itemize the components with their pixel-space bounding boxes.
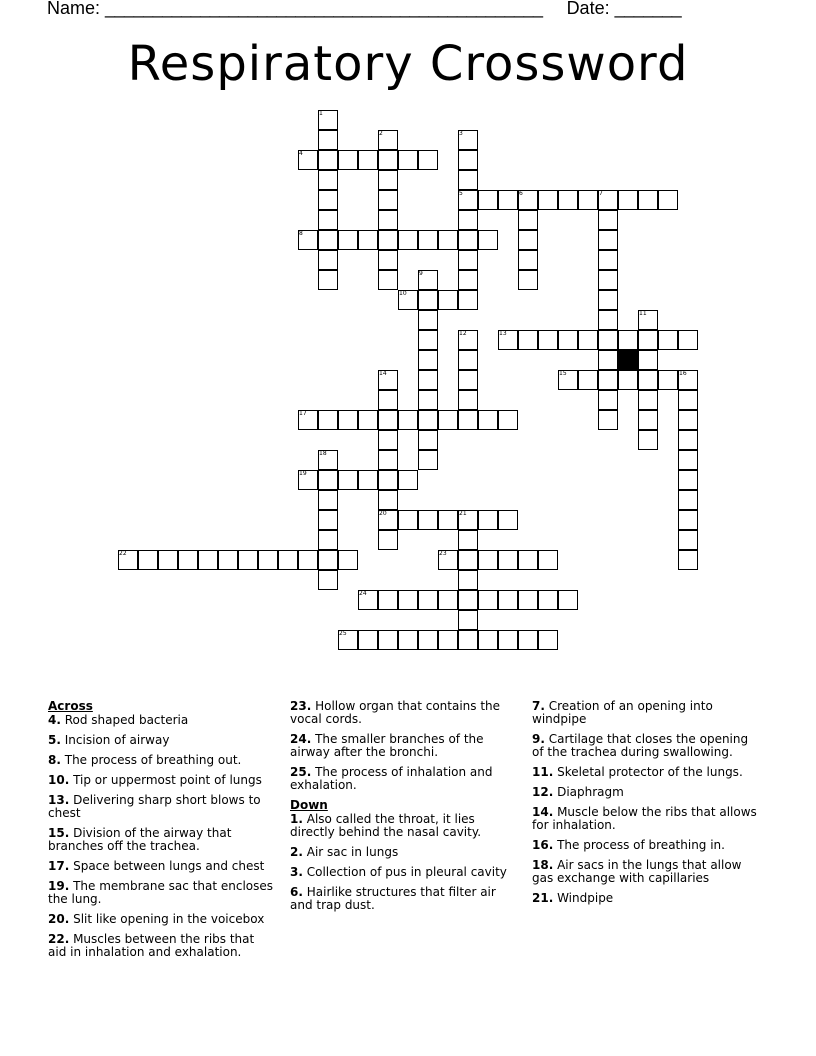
clue-item: [290, 700, 518, 726]
clue-text: Also called the throat, it lies directly behind the nasal cavity.: [290, 812, 482, 839]
crossword-cell[interactable]: [498, 550, 518, 570]
clue-text: Cartilage that closes the opening of the trachea during swallowing.: [532, 732, 749, 759]
crossword-cell[interactable]: [398, 230, 418, 250]
crossword-cell[interactable]: [658, 370, 678, 390]
crossword-cell[interactable]: [318, 510, 338, 530]
clue-text: Diaphragm: [553, 785, 624, 799]
crossword-cell[interactable]: [378, 630, 398, 650]
crossword-cell[interactable]: [398, 510, 418, 530]
crossword-cell[interactable]: [598, 310, 618, 330]
clue-number: 5: [459, 190, 463, 197]
crossword-cell[interactable]: [318, 230, 338, 250]
name-label: Name:: [47, 0, 101, 18]
clue-number: 6: [519, 190, 523, 197]
crossword-cell[interactable]: [318, 270, 338, 290]
crossword-cell[interactable]: [598, 270, 618, 290]
crossword-cell[interactable]: [518, 250, 538, 270]
crossword-cell[interactable]: [598, 330, 618, 350]
clue-number: 2: [379, 130, 383, 137]
clue-number-label: 16.: [532, 838, 554, 852]
clue-item: [48, 734, 276, 747]
crossword-cell[interactable]: [598, 370, 618, 390]
crossword-cell[interactable]: [318, 210, 338, 230]
clue-number-label: 24.: [290, 732, 312, 746]
clue-number-label: 5.: [48, 733, 61, 747]
clue-item: [48, 754, 276, 767]
crossword-cell[interactable]: [478, 630, 498, 650]
crossword-cell[interactable]: [678, 510, 698, 530]
crossword-cell[interactable]: [318, 490, 338, 510]
crossword-cell[interactable]: [138, 550, 158, 570]
clue-number: 7: [599, 190, 603, 197]
crossword-cell[interactable]: [678, 490, 698, 510]
clue-item: [48, 913, 276, 926]
clue-number-label: 12.: [532, 785, 554, 799]
clue-number: 19: [299, 470, 307, 477]
crossword-cell[interactable]: [558, 330, 578, 350]
crossword-cell[interactable]: [378, 590, 398, 610]
clue-text: Hairlike structures that filter air and trap dust.: [290, 885, 496, 912]
clue-item: [48, 860, 276, 873]
clue-text: Hollow organ that contains the vocal cords.: [290, 699, 501, 726]
clue-number-label: 1.: [290, 812, 303, 826]
crossword-cell[interactable]: [478, 410, 498, 430]
crossword-cell[interactable]: [558, 590, 578, 610]
clue-number: 18: [319, 450, 327, 457]
crossword-black-cell: [618, 350, 638, 370]
crossword-cell[interactable]: [458, 630, 478, 650]
clue-number-label: 22.: [48, 932, 70, 946]
crossword-cell[interactable]: [598, 290, 618, 310]
crossword-cell[interactable]: [678, 330, 698, 350]
clue-text: Creation of an opening into windpipe: [532, 699, 713, 726]
crossword-cell[interactable]: [418, 350, 438, 370]
crossword-cell[interactable]: [438, 230, 458, 250]
crossword-cell[interactable]: [678, 410, 698, 430]
clue-text: Muscles between the ribs that aid in inhalation and exhalation.: [48, 932, 255, 959]
clue-column-1: [48, 700, 276, 966]
crossword-cell[interactable]: [678, 470, 698, 490]
clue-text: Space between lungs and chest: [69, 859, 265, 873]
clue-item: [532, 733, 760, 759]
clue-number-label: 17.: [48, 859, 70, 873]
clue-column-2: [290, 700, 518, 919]
clue-text: The process of breathing out.: [60, 753, 242, 767]
crossword-cell[interactable]: [638, 390, 658, 410]
crossword-cell[interactable]: [518, 550, 538, 570]
clue-item: [532, 786, 760, 799]
clue-item: [532, 806, 760, 832]
clue-item: [532, 839, 760, 852]
crossword-cell[interactable]: [458, 370, 478, 390]
clue-number-label: 13.: [48, 793, 70, 807]
clue-number-label: 2.: [290, 845, 303, 859]
clue-text: Air sac in lungs: [302, 845, 399, 859]
clue-text: The process of breathing in.: [553, 838, 725, 852]
clue-text: Division of the airway that branches off the trachea.: [48, 826, 232, 853]
crossword-cell[interactable]: [578, 190, 598, 210]
clue-item: [532, 700, 760, 726]
crossword-cell[interactable]: [458, 270, 478, 290]
crossword-cell[interactable]: [418, 330, 438, 350]
clue-text: Muscle below the ribs that allows for inhalation.: [532, 805, 757, 832]
crossword-cell[interactable]: [518, 590, 538, 610]
clue-item: [48, 933, 276, 959]
clue-text: The smaller branches of the airway after the bronchi.: [290, 732, 484, 759]
clue-number-label: 25.: [290, 765, 312, 779]
clue-item: [532, 766, 760, 779]
crossword-cell[interactable]: [418, 230, 438, 250]
crossword-cell[interactable]: [518, 270, 538, 290]
crossword-cell[interactable]: [378, 150, 398, 170]
clue-number-label: 9.: [532, 732, 545, 746]
crossword-cell[interactable]: [458, 590, 478, 610]
crossword-cell[interactable]: [458, 530, 478, 550]
crossword-cell[interactable]: [458, 570, 478, 590]
crossword-cell[interactable]: [458, 610, 478, 630]
clue-text: Tip or uppermost point of lungs: [69, 773, 262, 787]
crossword-cell[interactable]: [418, 310, 438, 330]
crossword-cell[interactable]: [578, 330, 598, 350]
crossword-cell[interactable]: [638, 370, 658, 390]
crossword-cell[interactable]: [378, 490, 398, 510]
crossword-cell[interactable]: [538, 190, 558, 210]
crossword-cell[interactable]: [578, 370, 598, 390]
clue-item: [48, 880, 276, 906]
clue-item: [48, 794, 276, 820]
clue-item: [290, 866, 518, 879]
clue-text: Delivering sharp short blows to chest: [48, 793, 261, 820]
crossword-cell[interactable]: [438, 290, 458, 310]
clue-number-label: 8.: [48, 753, 61, 767]
clue-number-label: 14.: [532, 805, 554, 819]
crossword-cell[interactable]: [378, 470, 398, 490]
crossword-cell[interactable]: [498, 410, 518, 430]
clue-number: 12: [459, 330, 467, 337]
crossword-cell[interactable]: [378, 530, 398, 550]
crossword-cell[interactable]: [658, 190, 678, 210]
crossword-cell[interactable]: [478, 590, 498, 610]
clue-item: [532, 892, 760, 905]
crossword-cell[interactable]: [618, 190, 638, 210]
crossword-cell[interactable]: [378, 270, 398, 290]
clue-number: 24: [359, 590, 367, 597]
crossword-cell[interactable]: [518, 330, 538, 350]
clue-number: 8: [299, 230, 303, 237]
crossword-cell[interactable]: [598, 410, 618, 430]
crossword-cell[interactable]: [318, 410, 338, 430]
crossword-cell[interactable]: [378, 170, 398, 190]
clue-number: 13: [499, 330, 507, 337]
crossword-cell[interactable]: [318, 550, 338, 570]
clue-number-label: 15.: [48, 826, 70, 840]
clue-text: The process of inhalation and exhalation.: [290, 765, 493, 792]
clue-item: [532, 859, 760, 885]
crossword-cell[interactable]: [678, 450, 698, 470]
clue-number-label: 7.: [532, 699, 545, 713]
clue-number-label: 19.: [48, 879, 70, 893]
crossword-cell[interactable]: [318, 470, 338, 490]
crossword-cell[interactable]: [518, 230, 538, 250]
crossword-cell[interactable]: [438, 630, 458, 650]
clue-number: 20: [379, 510, 387, 517]
crossword-cell[interactable]: [298, 550, 318, 570]
crossword-cell[interactable]: [658, 330, 678, 350]
crossword-cell[interactable]: [318, 570, 338, 590]
crossword-cell[interactable]: [538, 590, 558, 610]
crossword-cell[interactable]: [258, 550, 278, 570]
clue-column-3: [532, 700, 760, 912]
clue-text: Skeletal protector of the lungs.: [553, 765, 743, 779]
clue-number: 21: [459, 510, 467, 517]
clue-text: Rod shaped bacteria: [60, 713, 189, 727]
crossword-cell[interactable]: [458, 550, 478, 570]
crossword-cell[interactable]: [458, 290, 478, 310]
clue-number: 25: [339, 630, 347, 637]
crossword-cell[interactable]: [458, 410, 478, 430]
crossword-cell[interactable]: [418, 390, 438, 410]
clue-number-label: 23.: [290, 699, 312, 713]
clue-number: 1: [319, 110, 323, 117]
crossword-cell[interactable]: [518, 210, 538, 230]
crossword-cell[interactable]: [398, 630, 418, 650]
crossword-cell[interactable]: [498, 590, 518, 610]
clue-heading-across: Across: [48, 699, 93, 713]
crossword-cell[interactable]: [338, 150, 358, 170]
crossword-cell[interactable]: [678, 390, 698, 410]
crossword-cell[interactable]: [418, 150, 438, 170]
crossword-cell[interactable]: [638, 410, 658, 430]
clue-number: 9: [419, 270, 423, 277]
crossword-cell[interactable]: [398, 150, 418, 170]
clue-number: 11: [639, 310, 647, 317]
crossword-cell[interactable]: [358, 410, 378, 430]
crossword-cell[interactable]: [398, 470, 418, 490]
clue-number-label: 20.: [48, 912, 70, 926]
crossword-cell[interactable]: [158, 550, 178, 570]
crossword-cell[interactable]: [678, 530, 698, 550]
crossword-cell[interactable]: [558, 190, 578, 210]
crossword-cell[interactable]: [498, 510, 518, 530]
clue-item: [48, 774, 276, 787]
crossword-cell[interactable]: [318, 190, 338, 210]
clue-item: [48, 827, 276, 853]
crossword-cell[interactable]: [218, 550, 238, 570]
crossword-cell[interactable]: [338, 230, 358, 250]
clue-number-label: 4.: [48, 713, 61, 727]
crossword-cell[interactable]: [358, 630, 378, 650]
crossword-cell[interactable]: [418, 590, 438, 610]
crossword-cell[interactable]: [498, 630, 518, 650]
crossword-cell[interactable]: [458, 390, 478, 410]
clue-number: 16: [679, 370, 687, 377]
clue-number: 23: [439, 550, 447, 557]
clue-text: The membrane sac that encloses the lung.: [48, 879, 274, 906]
crossword-cell[interactable]: [338, 410, 358, 430]
crossword-cell[interactable]: [458, 170, 478, 190]
clue-text: Collection of pus in pleural cavity: [302, 865, 507, 879]
crossword-cell[interactable]: [318, 250, 338, 270]
crossword-cell[interactable]: [638, 350, 658, 370]
crossword-cell[interactable]: [598, 230, 618, 250]
crossword-cell[interactable]: [478, 550, 498, 570]
clue-number-label: 18.: [532, 858, 554, 872]
clue-number: 3: [459, 130, 463, 137]
crossword-cell[interactable]: [318, 530, 338, 550]
clue-number-label: 3.: [290, 865, 303, 879]
crossword-cell[interactable]: [438, 510, 458, 530]
crossword-cell[interactable]: [358, 150, 378, 170]
crossword-cell[interactable]: [538, 630, 558, 650]
crossword-cell[interactable]: [418, 510, 438, 530]
clue-number-label: 21.: [532, 891, 554, 905]
crossword-cell[interactable]: [378, 210, 398, 230]
clue-text: Incision of airway: [60, 733, 170, 747]
clue-number-label: 6.: [290, 885, 303, 899]
crossword-cell[interactable]: [318, 170, 338, 190]
crossword-cell[interactable]: [318, 150, 338, 170]
crossword-cell[interactable]: [638, 190, 658, 210]
crossword-cell[interactable]: [438, 590, 458, 610]
name-field[interactable]: ______________________________________________: [105, 0, 543, 18]
clue-number-label: 11.: [532, 765, 554, 779]
crossword-cell[interactable]: [458, 210, 478, 230]
clue-number: 14: [379, 370, 387, 377]
crossword-cell[interactable]: [598, 250, 618, 270]
clue-number: 10: [399, 290, 407, 297]
crossword-cell[interactable]: [458, 250, 478, 270]
clue-item: [290, 886, 518, 912]
crossword-cell[interactable]: [338, 550, 358, 570]
crossword-cell[interactable]: [598, 210, 618, 230]
date-field[interactable]: _______: [614, 0, 682, 18]
crossword-cell[interactable]: [418, 630, 438, 650]
crossword-cell[interactable]: [678, 430, 698, 450]
crossword-cell[interactable]: [618, 330, 638, 350]
crossword-cell[interactable]: [198, 550, 218, 570]
clue-heading-down: Down: [290, 798, 328, 812]
crossword-cell[interactable]: [478, 510, 498, 530]
crossword-cell[interactable]: [538, 550, 558, 570]
crossword-cell[interactable]: [358, 230, 378, 250]
crossword-cell[interactable]: [638, 330, 658, 350]
crossword-cell[interactable]: [378, 250, 398, 270]
crossword-cell[interactable]: [378, 190, 398, 210]
date-label: Date:: [566, 0, 610, 18]
clue-number: 4: [299, 150, 303, 157]
crossword-cell[interactable]: [378, 450, 398, 470]
crossword-cell[interactable]: [418, 430, 438, 450]
crossword-cell[interactable]: [678, 550, 698, 570]
crossword-cell[interactable]: [518, 630, 538, 650]
crossword-cell[interactable]: [418, 370, 438, 390]
clue-text: Slit like opening in the voicebox: [69, 912, 265, 926]
clue-number: 22: [119, 550, 127, 557]
clue-item: [290, 846, 518, 859]
crossword-cell[interactable]: [338, 470, 358, 490]
clue-number: 15: [559, 370, 567, 377]
crossword-cell[interactable]: [398, 410, 418, 430]
crossword-cell[interactable]: [278, 550, 298, 570]
crossword-cell[interactable]: [318, 130, 338, 150]
crossword-cell[interactable]: [378, 230, 398, 250]
crossword-cell[interactable]: [598, 350, 618, 370]
crossword-cell[interactable]: [438, 410, 458, 430]
crossword-cell[interactable]: [478, 230, 498, 250]
crossword-cell[interactable]: [618, 370, 638, 390]
page-title: Respiratory Crossword: [127, 36, 689, 92]
clue-item: [48, 714, 276, 727]
clue-number-label: 10.: [48, 773, 70, 787]
crossword-cell[interactable]: [418, 450, 438, 470]
crossword-cell[interactable]: [598, 390, 618, 410]
crossword-cell[interactable]: [238, 550, 258, 570]
crossword-cell[interactable]: [398, 590, 418, 610]
clue-item: [290, 733, 518, 759]
clue-text: Windpipe: [553, 891, 614, 905]
crossword-cell[interactable]: [358, 470, 378, 490]
crossword-cell[interactable]: [538, 330, 558, 350]
crossword-cell[interactable]: [638, 430, 658, 450]
crossword-cell[interactable]: [458, 350, 478, 370]
crossword-cell[interactable]: [178, 550, 198, 570]
clue-text: Air sacs in the lungs that allow gas exchange with capillaries: [532, 858, 742, 885]
crossword-cell[interactable]: [378, 390, 398, 410]
crossword-cell[interactable]: [378, 410, 398, 430]
crossword-cell[interactable]: [478, 190, 498, 210]
crossword-cell[interactable]: [418, 410, 438, 430]
crossword-cell[interactable]: [458, 230, 478, 250]
crossword-cell[interactable]: [458, 150, 478, 170]
clue-item: [290, 813, 518, 839]
crossword-cell[interactable]: [378, 430, 398, 450]
clue-item: [290, 766, 518, 792]
crossword-cell[interactable]: [498, 190, 518, 210]
crossword-cell[interactable]: [418, 290, 438, 310]
clue-number: 17: [299, 410, 307, 417]
